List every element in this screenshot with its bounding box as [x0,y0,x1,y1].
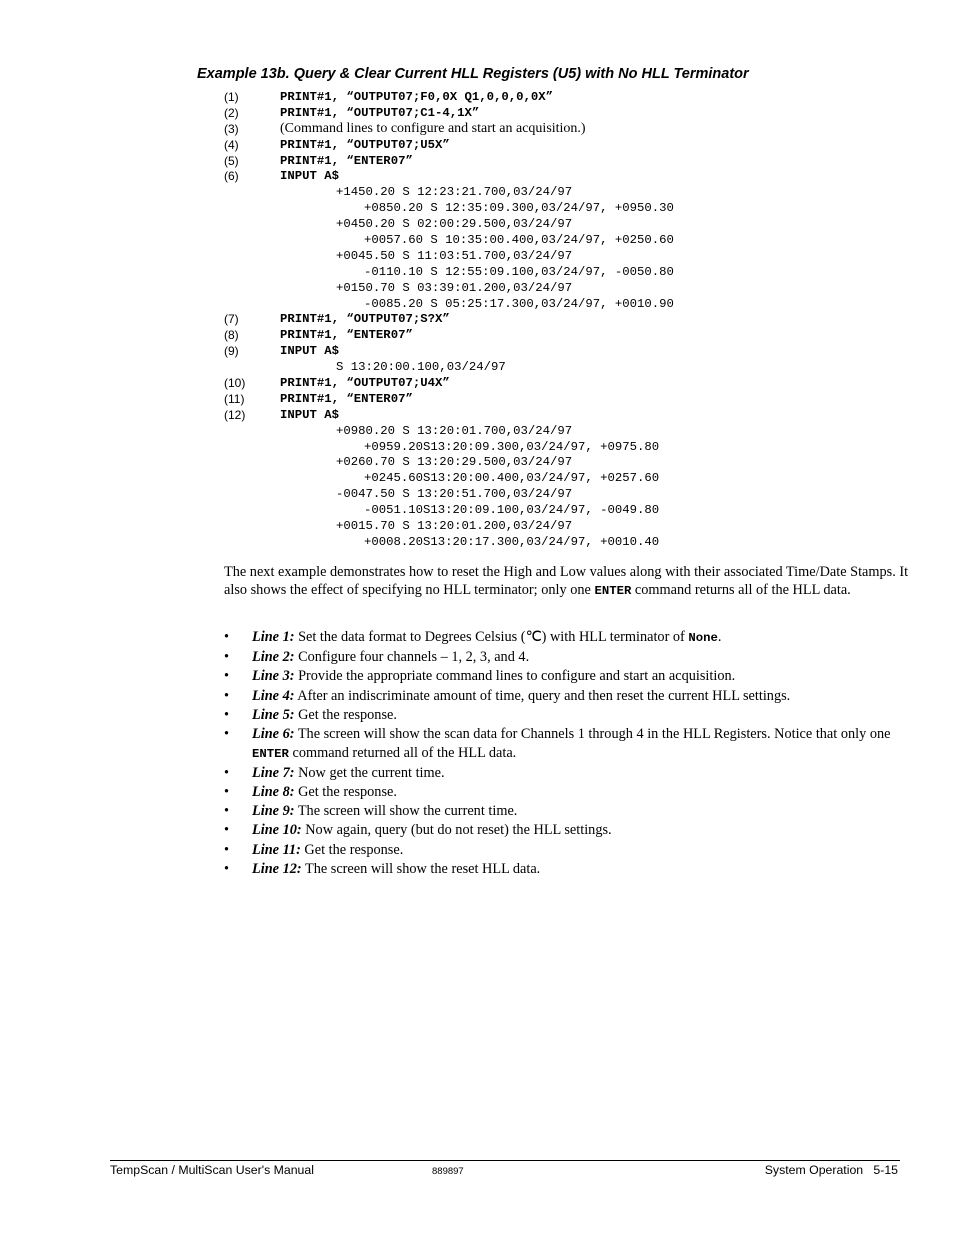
command-text: INPUT A$ [280,344,340,359]
output-line-indented: -0110.10 S 12:55:09.100,03/24/97, -0050.80 [364,264,674,279]
footer-page-number: System Operation 5-15 [764,1163,898,1177]
bullet-label: Line 5: [252,706,295,723]
output-line: +0450.20 S 02:00:29.500,03/24/97 [336,217,573,232]
bullet-item [224,764,914,783]
bullet-text: Set the data format to Degrees Celsius (℃) with HLL terminator of [294,629,689,645]
code-line [224,184,924,200]
command-text: PRINT#1, “OUTPUT07;U5X” [280,137,450,152]
output-line-indented: +0008.20S13:20:17.300,03/24/97, +0010.40 [364,534,660,549]
paragraph-text-before: The next example demonstrates how to reset the High and Low values along with their associated Time/Date Stamps. It also shows the effect of specifying no HLL terminator; only one [224,564,909,599]
code-line [224,280,924,296]
command-text: INPUT A$ [280,169,340,184]
bullet-item [224,860,914,879]
line-number: (9) [224,344,239,359]
bullet-label: Line 11: [252,841,301,858]
output-line: S 13:20:00.100,03/24/97 [336,360,506,375]
line-number: (10) [224,376,246,391]
bullet-item [224,667,914,686]
bullet-text: After an indiscriminate amount of time, query and then reset the current HLL settings. [294,687,791,704]
line-number: (7) [224,312,239,327]
bullet-text: Get the response. [294,706,397,723]
bullet-label: Line 2: [252,649,295,666]
code-line [224,470,924,486]
line-explanations-list [224,628,914,879]
code-line [224,105,924,121]
output-line-indented: -0085.20 S 05:25:17.300,03/24/97, +0010.90 [364,296,674,311]
bullet-icon: • [224,706,230,723]
example-title: Example 13b. Query & Clear Current HLL Registers (U5) with No HLL Terminator [197,66,749,82]
bullet-label: Line 8: [252,784,295,801]
output-line: +0015.70 S 13:20:01.200,03/24/97 [336,519,573,534]
code-line [224,423,924,439]
bullet-text-tail: command returned all of the HLL data. [288,744,517,761]
bullet-label: Line 1: [252,629,295,645]
bullet-text: The screen will show the reset HLL data. [301,860,541,877]
bullet-label: Line 12: [252,860,302,877]
code-line [224,502,924,518]
code-line [224,375,924,391]
bullet-code: ENTER [252,746,289,761]
bullet-icon: • [224,784,230,801]
command-text: PRINT#1, “ENTER07” [280,328,413,343]
footer-divider [110,1160,900,1161]
description-paragraph [224,563,914,601]
code-line [224,486,924,502]
bullet-item [224,821,914,840]
bullet-text: Get the response. [300,841,404,858]
code-line [224,359,924,375]
bullet-icon: • [224,764,230,781]
bullet-item [224,648,914,667]
bullet-item [224,706,914,725]
code-line [224,248,924,264]
code-line [224,89,924,105]
line-number: (8) [224,328,239,343]
code-line [224,311,924,327]
line-number: (3) [224,121,239,136]
bullet-icon: • [224,860,230,877]
code-line [224,518,924,534]
bullet-label: Line 9: [252,803,295,820]
bullet-text: Get the response. [294,784,397,801]
code-line [224,534,924,550]
output-line: +0150.70 S 03:39:01.200,03/24/97 [336,280,573,295]
bullet-icon: • [224,687,230,704]
line-number: (4) [224,137,239,152]
bullet-item [224,628,914,648]
code-line [224,168,924,184]
paragraph-text-after: command returns all of the HLL data. [631,582,851,599]
output-line: -0047.50 S 13:20:51.700,03/24/97 [336,487,573,502]
command-text: INPUT A$ [280,407,340,422]
code-line [224,216,924,232]
command-text: PRINT#1, “ENTER07” [280,153,413,168]
bullet-item [224,687,914,706]
command-text: PRINT#1, “ENTER07” [280,391,413,406]
code-line [224,296,924,312]
command-text: PRINT#1, “OUTPUT07;U4X” [280,376,450,391]
line-number: (5) [224,153,239,168]
code-line [224,327,924,343]
bullet-code: None [688,631,718,645]
bullet-label: Line 4: [252,687,295,704]
line-number: (12) [224,407,246,422]
output-line: +0980.20 S 13:20:01.700,03/24/97 [336,423,573,438]
line-number: (1) [224,90,239,104]
bullet-item [224,725,914,764]
code-line [224,343,924,359]
bullet-label: Line 3: [252,668,295,685]
footer-manual-title: TempScan / MultiScan User's Manual [110,1163,314,1177]
bullet-text-tail: . [717,629,722,645]
code-line [224,439,924,455]
bullet-icon: • [224,822,230,839]
bullet-text: The screen will show the scan data for Channels 1 through 4 in the HLL Registers. Notice that only one [294,725,891,742]
line-number: (11) [224,391,245,406]
command-text: PRINT#1, “OUTPUT07;S?X” [280,312,450,327]
code-line [224,454,924,470]
bullet-text: Provide the appropriate command lines to configure and start an acquisition. [294,668,736,685]
code-listing [224,89,924,550]
bullet-label: Line 10: [252,822,302,839]
code-line [224,264,924,280]
code-line [224,391,924,407]
bullet-icon: • [224,668,230,685]
output-line: +1450.20 S 12:23:21.700,03/24/97 [336,185,573,200]
command-text: PRINT#1, “OUTPUT07;C1-4,1X” [280,105,480,120]
output-line-indented: +0245.60S13:20:00.400,03/24/97, +0257.60 [364,471,660,486]
output-line-indented: +0959.20S13:20:09.300,03/24/97, +0975.80 [364,439,660,454]
bullet-icon: • [224,649,230,666]
bullet-text: Now again, query (but do not reset) the HLL settings. [301,822,612,839]
command-text: PRINT#1, “OUTPUT07;F0,0X Q1,0,0,0,0X” [280,90,554,104]
footer-part-number: 889897 [432,1166,464,1177]
code-line [224,200,924,216]
line-number: (2) [224,105,239,120]
bullet-label: Line 6: [252,725,295,742]
code-line [224,232,924,248]
output-line-indented: -0051.10S13:20:09.100,03/24/97, -0049.80 [364,503,660,518]
bullet-icon: • [224,629,230,645]
enter-keyword: ENTER [594,584,632,599]
bullet-item [224,783,914,802]
bullet-item [224,802,914,821]
bullet-icon: • [224,841,230,858]
line-number: (6) [224,169,239,184]
command-note: (Command lines to configure and start an acquisition.) [280,120,586,136]
bullet-icon: • [224,803,230,820]
code-line [224,407,924,423]
output-line-indented: +0057.60 S 10:35:00.400,03/24/97, +0250.60 [364,233,674,248]
bullet-text: Now get the current time. [294,764,445,781]
output-line: +0045.50 S 11:03:51.700,03/24/97 [336,248,573,263]
bullet-text: The screen will show the current time. [294,803,518,820]
code-line [224,121,924,137]
bullet-icon: • [224,725,230,742]
bullet-text: Configure four channels – 1, 2, 3, and 4. [294,649,530,666]
output-line: +0260.70 S 13:20:29.500,03/24/97 [336,455,573,470]
code-line [224,137,924,153]
code-line [224,153,924,169]
bullet-label: Line 7: [252,764,295,781]
bullet-item [224,841,914,860]
output-line-indented: +0850.20 S 12:35:09.300,03/24/97, +0950.30 [364,201,674,216]
